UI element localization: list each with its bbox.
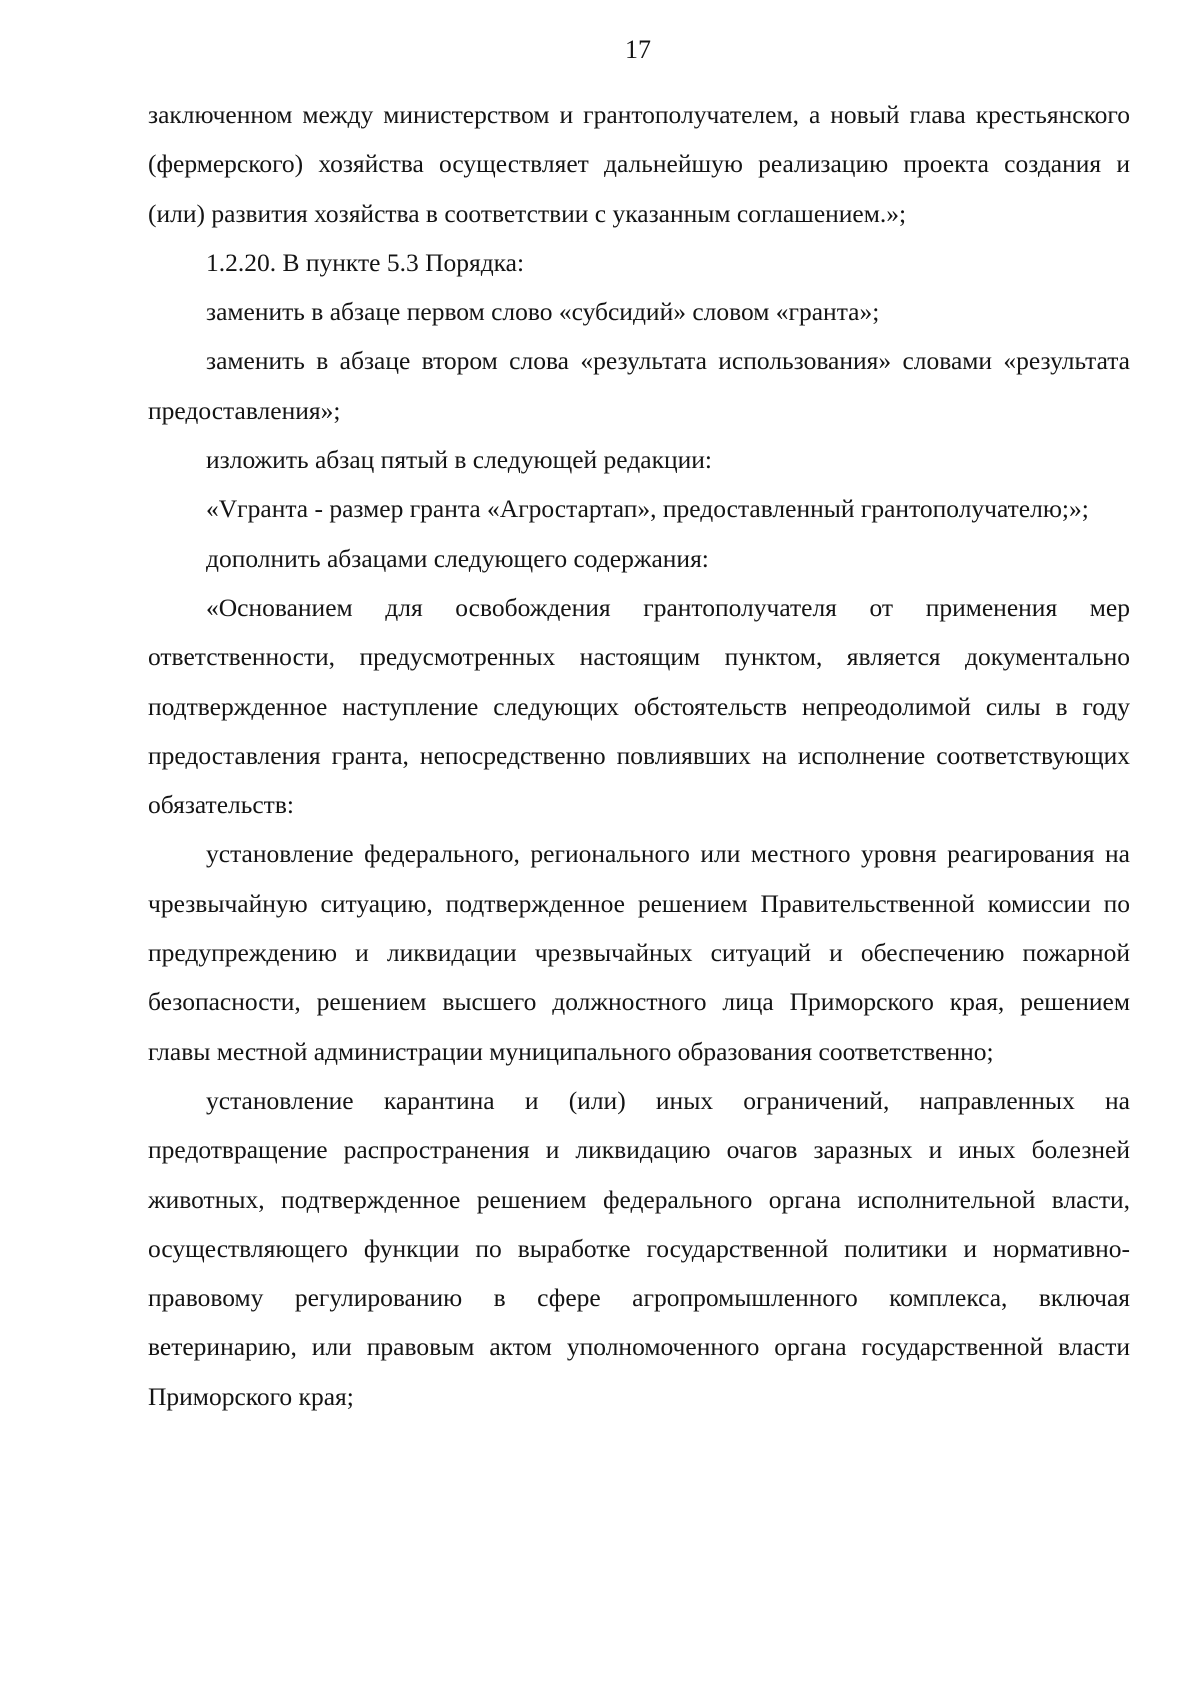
paragraph-item-1-2-20: 1.2.20. В пункте 5.3 Порядка: bbox=[206, 247, 525, 277]
paragraph-force-majeure-basis: «Основанием для освобождения грантополучателя от применения мер ответственности, предусмотренных настоящим пунктом, является документально подтвержденное наступление следующих обстоятельств непреодолимой силы в году предоставления гранта, непосредственно повлиявших на исполнение соответствующих обязательств: bbox=[148, 592, 1130, 820]
document-body bbox=[148, 90, 1130, 1421]
paragraph-vgrant-definition: «Vгранта - размер гранта «Агростартап», предоставленный грантополучателю;»; bbox=[206, 494, 1089, 524]
paragraph-replace-second: заменить в абзаце втором слова «результата использования» словами «результата предоставления»; bbox=[148, 346, 1130, 425]
paragraph-quarantine: установление карантина и (или) иных ограничений, направленных на предотвращение распространения и ликвидацию очагов заразных и иных болезней животных, подтвержденное решением федерального органа исполнительной власти, осуществляющего функции по выработке государственной политики и нормативно-правовому регулированию в сфере агропромышленного комплекса, включая ветеринарию, или правовым актом уполномоченного органа государственной власти Приморского края; bbox=[148, 1085, 1130, 1411]
page-number: 17 bbox=[625, 35, 651, 64]
paragraph-restate-fifth: изложить абзац пятый в следующей редакции: bbox=[206, 445, 712, 475]
paragraph-supplement: дополнить абзацами следующего содержания: bbox=[206, 543, 709, 573]
paragraph-replace-first: заменить в абзаце первом слово «субсидий» словом «гранта»; bbox=[206, 297, 880, 327]
paragraph-emergency-level: установление федерального, регионального или местного уровня реагирования на чрезвычайную ситуацию, подтвержденное решением Правительственной комиссии по предупреждению и ликвидации чрезвычайных ситуаций и обеспечению пожарной безопасности, решением высшего должностного лица Приморского края, решением главы местной администрации муниципального образования соответственно; bbox=[148, 839, 1130, 1066]
paragraph-continuation: заключенном между министерством и грантополучателем, а новый глава крестьянского (фермерского) хозяйства осуществляет дальнейшую реализацию проекта создания и (или) развития хозяйства в соответствии с указанным соглашением.»; bbox=[148, 100, 1130, 228]
